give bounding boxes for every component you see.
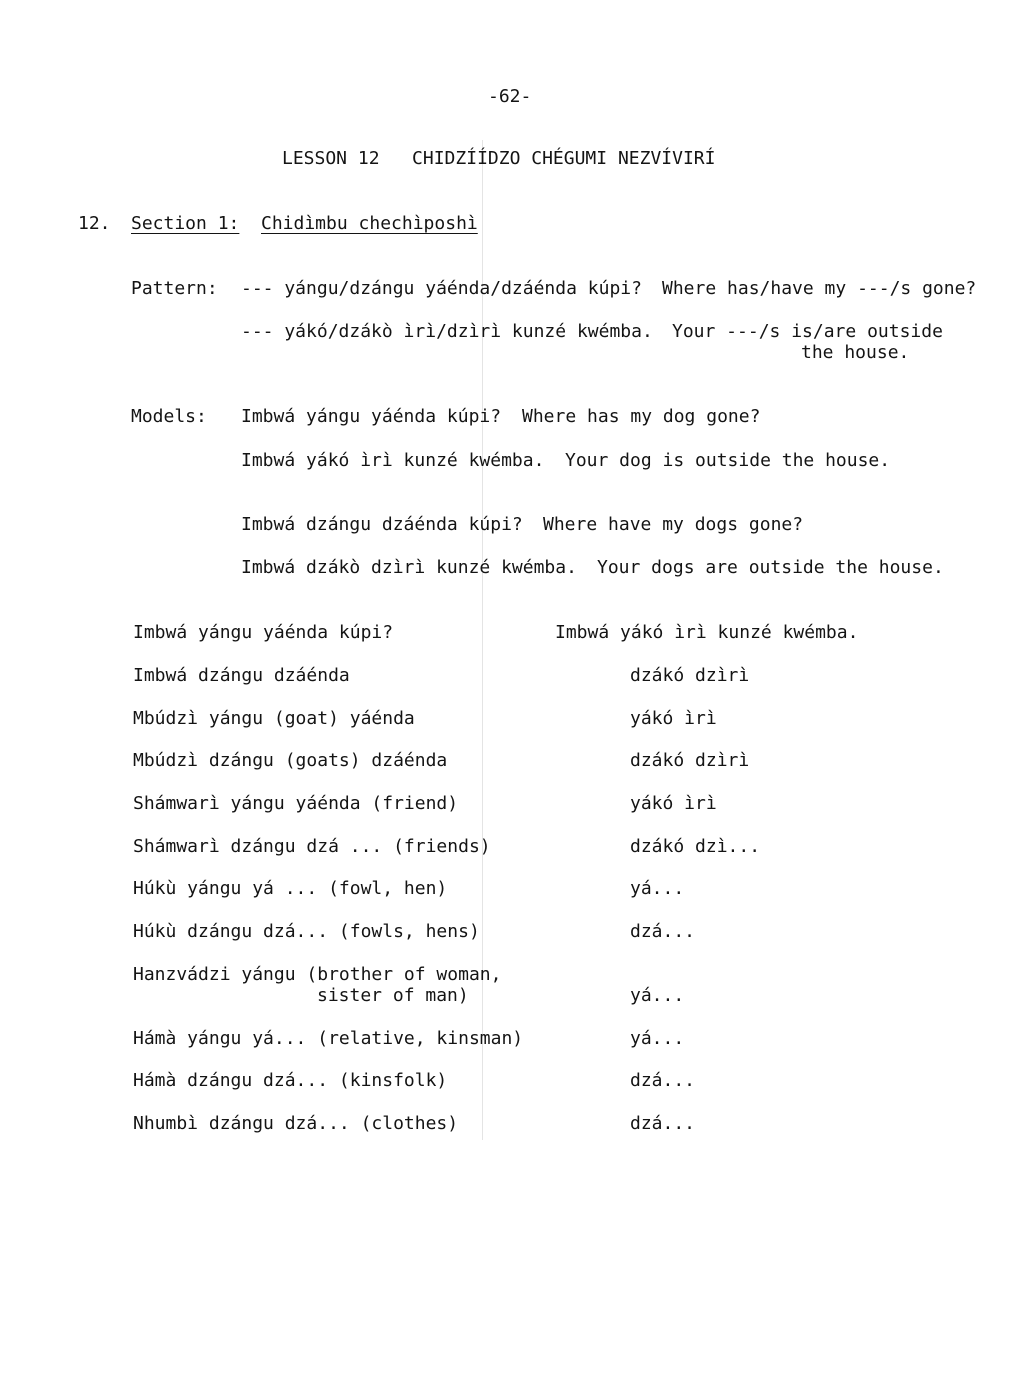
model-english: Where have my dogs gone? <box>543 514 804 535</box>
drill-cue: Hanzvádzi yángu (brother of woman, <box>133 964 502 985</box>
drill-cue: Mbúdzì yángu (goat) yáénda <box>133 708 415 729</box>
drill-cue: Mbúdzì dzángu (goats) dzáénda <box>133 750 448 771</box>
drill-cue: Shámwarì yángu yáénda (friend) <box>133 793 459 814</box>
drill-response: dzá... <box>630 921 696 942</box>
model-english: Your dog is outside the house. <box>565 450 891 471</box>
drill-response: yákó ìrì <box>630 708 717 729</box>
drill-cue: Shámwarì dzángu dzá ... (friends) <box>133 836 491 857</box>
drill-cue: Húkù dzángu dzá... (fowls, hens) <box>133 921 480 942</box>
drill-response: yá... <box>630 1028 685 1049</box>
section-title: Chidìmbu chechìposhì <box>261 213 478 234</box>
model-shona: Imbwá dzákò dzìrì kunzé kwémba. <box>241 557 577 578</box>
drill-response: dzákó dzìrì <box>630 665 750 686</box>
drill-cue: Imbwá yángu yáénda kúpi? <box>133 622 394 643</box>
model-english: Where has my dog gone? <box>522 406 761 427</box>
pattern-english-continued: the house. <box>801 342 910 363</box>
section-number: 12. <box>78 213 111 234</box>
page-number: -62- <box>488 86 532 107</box>
drill-response: yákó ìrì <box>630 793 717 814</box>
drill-response: dzá... <box>630 1113 696 1134</box>
model-shona: Imbwá yákó ìrì kunzé kwémba. <box>241 450 545 471</box>
pattern-label: Pattern: <box>131 278 218 299</box>
drill-response: yá... <box>630 878 685 899</box>
model-shona: Imbwá dzángu dzáénda kúpi? <box>241 514 523 535</box>
pattern-shona: --- yángu/dzángu yáénda/dzáénda kúpi? <box>241 278 642 299</box>
drill-response: yá... <box>630 985 685 1006</box>
section-label: Section 1: <box>131 213 240 234</box>
pattern-english: Where has/have my ---/s gone? <box>662 278 977 299</box>
drill-cue: Nhumbì dzángu dzá... (clothes) <box>133 1113 459 1134</box>
models-label: Models: <box>131 406 207 427</box>
pattern-shona: --- yákó/dzákò ìrì/dzìrì kunzé kwémba. <box>241 321 653 342</box>
model-shona: Imbwá yángu yáénda kúpi? <box>241 406 502 427</box>
drill-response: dzákó dzìrì <box>630 750 750 771</box>
drill-response: dzá... <box>630 1070 696 1091</box>
drill-cue: Hámà yángu yá... (relative, kinsman) <box>133 1028 524 1049</box>
drill-cue: Imbwá dzángu dzáénda <box>133 665 350 686</box>
drill-cue: Hámà dzángu dzá... (kinsfolk) <box>133 1070 448 1091</box>
drill-cue: Húkù yángu yá ... (fowl, hen) <box>133 878 448 899</box>
drill-cue-continued: sister of man) <box>317 985 469 1006</box>
lesson-title: LESSON 12 CHIDZÍÍDZO CHÉGUMI NEZVÍVIRÍ <box>282 148 716 169</box>
pattern-english: Your ---/s is/are outside <box>672 321 943 342</box>
drill-response: dzákó dzì... <box>630 836 761 857</box>
model-english: Your dogs are outside the house. <box>597 557 944 578</box>
drill-response: Imbwá yákó ìrì kunzé kwémba. <box>555 622 859 643</box>
